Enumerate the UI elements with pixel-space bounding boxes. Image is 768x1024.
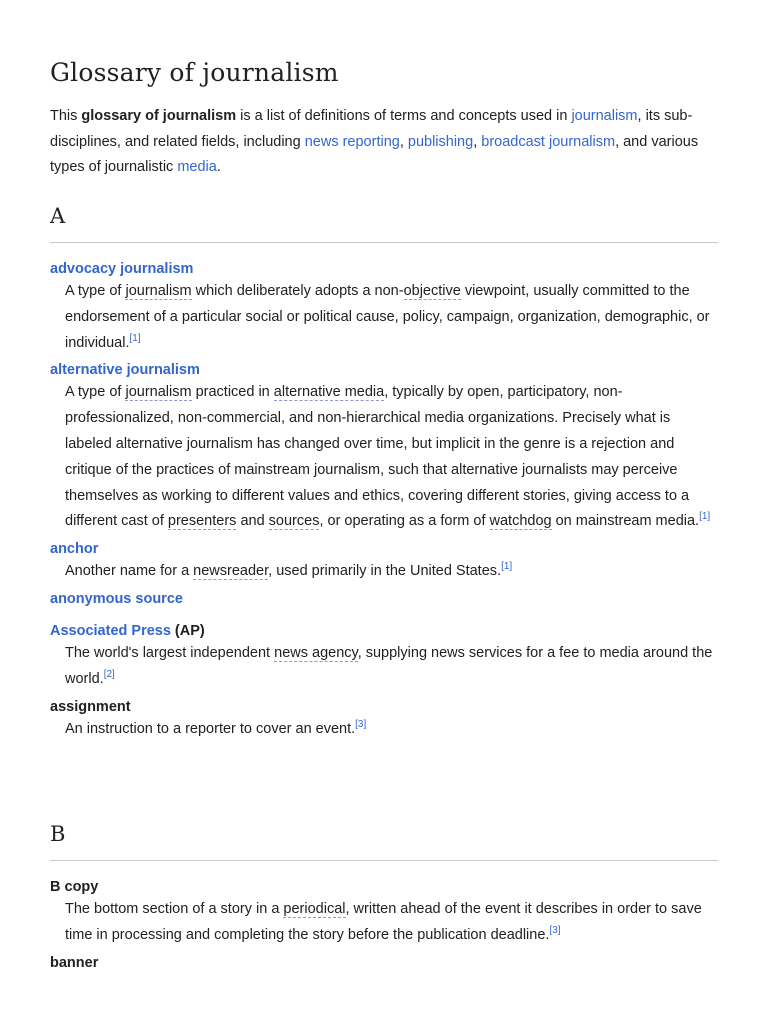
term-abbreviation: (AP)	[170, 622, 205, 639]
reference-3[interactable]: [3]	[549, 924, 561, 936]
definition-assignment: An instruction to a reporter to cover an event.[3]	[65, 718, 367, 737]
reference-2[interactable]: [2]	[103, 668, 115, 680]
link-journalism[interactable]: journalism	[571, 108, 638, 124]
link-presenters[interactable]: presenters	[167, 513, 237, 530]
term-advocacy-journalism[interactable]: advocacy journalism	[50, 261, 194, 277]
section-heading-b: B	[50, 822, 718, 861]
link-newsreader[interactable]: newsreader	[193, 563, 269, 580]
glossary-list-b	[50, 877, 718, 973]
link-media[interactable]: media	[177, 159, 217, 175]
link-news-reporting[interactable]: news reporting	[304, 133, 400, 150]
link-periodical[interactable]: periodical	[283, 901, 346, 917]
link-watchdog[interactable]: watchdog	[489, 513, 552, 530]
term-b-copy: B copy	[50, 879, 99, 895]
reference-3[interactable]: [3]	[355, 718, 367, 730]
definition-b-copy: The bottom section of a story in a periodical, written ahead of the event it describes in order to save time in processing and completing the story before the publication deadline.[3]	[65, 901, 702, 943]
reference-1[interactable]: [1]	[699, 511, 711, 523]
link-publishing[interactable]: publishing	[407, 133, 474, 150]
section-heading-a: A	[50, 204, 718, 243]
link-alternative-media[interactable]: alternative media	[273, 384, 385, 401]
reference-1[interactable]: [1]	[501, 561, 513, 573]
term-anonymous-source[interactable]: anonymous source	[50, 590, 183, 607]
term-associated-press	[50, 621, 718, 641]
term-anchor[interactable]: anchor	[50, 541, 99, 558]
definition-associated-press: The world's largest independent news agency, supplying news services for a fee to media around the world.[2]	[65, 644, 713, 687]
definition-advocacy-journalism: A type of journalism which deliberately adopts a non-objective viewpoint, usually committed to the endorsement of a particular social or political cause, policy, campaign, organization, demographic, or individual.[1]	[65, 283, 710, 351]
intro-bold-term: glossary of journalism	[81, 108, 237, 124]
reference-1[interactable]: [1]	[129, 332, 141, 344]
link-journalism-def[interactable]: journalism	[125, 283, 192, 299]
link-objective[interactable]: objective	[403, 283, 461, 299]
glossary-list-a	[50, 259, 718, 742]
link-associated-press[interactable]: Associated Press	[50, 622, 171, 639]
term-assignment: assignment	[50, 698, 131, 715]
section-a	[50, 204, 718, 742]
link-broadcast-journalism[interactable]: broadcast journalism	[481, 133, 616, 150]
term-alternative-journalism[interactable]: alternative journalism	[50, 362, 200, 379]
intro-paragraph: This glossary of journalism is a list of definitions of terms and concepts used in journalism, its sub-disciplines, and related fields, including news reporting, publishing, broadcast journalism, and various types of journalistic media.	[50, 108, 699, 175]
link-news-agency[interactable]: news agency	[274, 644, 358, 661]
page-title: Glossary of journalism	[50, 58, 339, 87]
definition-alternative-journalism: A type of journalism practiced in alternative media, typically by open, participatory, non-professionalized, non-commercial, and non-hierarchical media organizations. Precisely what is labeled alternative journalism has changed over time, but implicit in the genre is a rejection and critique of the practices of mainstream journalism, such that alternative journalists may perceive themselves as working to different values and ethics, covering different stories, giving access to a different cast of presenters and sources, or operating as a form of watchdog on mainstream media.[1]	[65, 384, 711, 530]
link-journalism-def[interactable]: journalism	[125, 384, 192, 401]
section-b	[50, 822, 718, 973]
definition-anchor: Another name for a newsreader, used primarily in the United States.[1]	[65, 561, 513, 580]
term-banner: banner	[50, 954, 99, 971]
link-sources[interactable]: sources	[268, 513, 320, 530]
